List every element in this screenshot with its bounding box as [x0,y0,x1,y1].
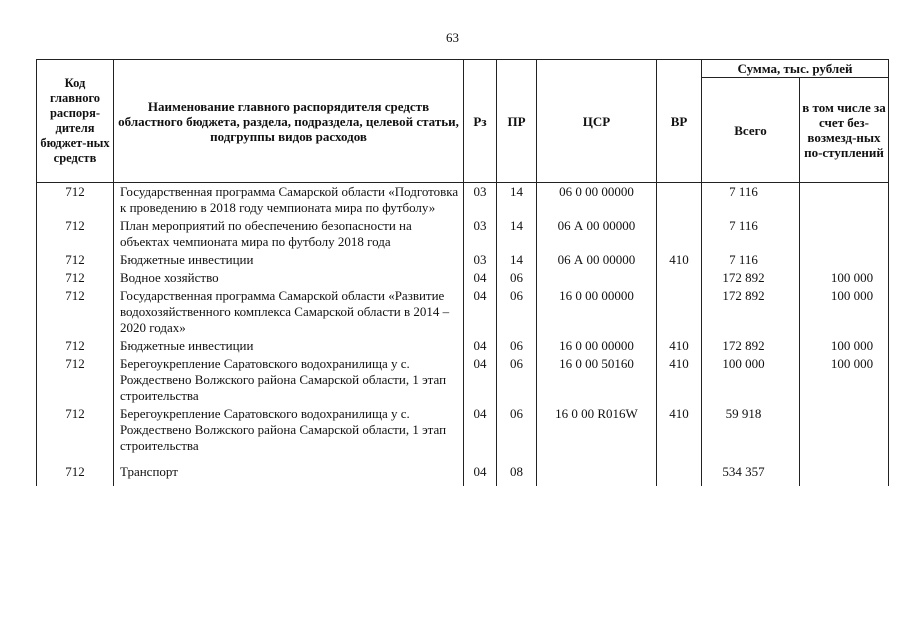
cell-rz: 04 [464,455,497,486]
table-row [37,455,889,486]
cell-rz: 03 [464,183,497,218]
cell-csr [537,455,657,486]
cell-rz: 03 [464,251,497,269]
cell-pr: 06 [497,287,537,337]
cell-rz: 04 [464,337,497,355]
cell-grant: 100 000 [800,269,889,287]
cell-csr: 16 0 00 R016W [537,405,657,455]
header-vr: ВР [657,60,702,183]
cell-code: 712 [37,337,114,355]
cell-csr: 06 А 00 00000 [537,251,657,269]
cell-name: План мероприятий по обеспечению безопасности на объектах чемпионата мира по футболу 2018 года [114,217,464,251]
cell-grant [800,405,889,455]
cell-name: Берегоукрепление Саратовского водохранилища у с. Рождествено Волжского района Самарской области, 1 этап строительства [114,405,464,455]
cell-grant [800,455,889,486]
table-row [37,217,889,251]
cell-rz: 04 [464,355,497,405]
cell-total: 172 892 [702,287,800,337]
cell-grant: 100 000 [800,287,889,337]
cell-name: Государственная программа Самарской области «Подготовка к проведению в 2018 году чемпионата мира по футболу» [114,183,464,218]
cell-vr: 410 [657,337,702,355]
cell-code: 712 [37,405,114,455]
cell-name: Транспорт [114,455,464,486]
header-total: Всего [702,78,800,183]
cell-csr: 06 0 00 00000 [537,183,657,218]
cell-rz: 04 [464,287,497,337]
cell-code: 712 [37,355,114,405]
cell-total: 7 116 [702,251,800,269]
cell-vr: 410 [657,355,702,405]
cell-pr: 06 [497,355,537,405]
cell-grant: 100 000 [800,337,889,355]
cell-rz: 03 [464,217,497,251]
cell-vr [657,287,702,337]
cell-csr: 16 0 00 00000 [537,337,657,355]
cell-pr: 14 [497,251,537,269]
cell-name: Водное хозяйство [114,269,464,287]
cell-vr [657,269,702,287]
cell-name: Берегоукрепление Саратовского водохранилища у с. Рождествено Волжского района Самарской области, 1 этап строительства [114,355,464,405]
budget-table [36,59,889,486]
header-pr: ПР [497,60,537,183]
cell-grant: 100 000 [800,355,889,405]
cell-code: 712 [37,455,114,486]
cell-pr: 14 [497,183,537,218]
cell-vr [657,455,702,486]
cell-grant [800,251,889,269]
cell-csr: 16 0 00 00000 [537,287,657,337]
cell-pr: 06 [497,269,537,287]
cell-rz: 04 [464,269,497,287]
header-grant: в том числе за счет без-возмезд-ных по-ступлений [800,78,889,183]
header-sum-group: Сумма, тыс. рублей [702,60,889,78]
cell-code: 712 [37,269,114,287]
cell-vr: 410 [657,405,702,455]
cell-grant [800,183,889,218]
cell-code: 712 [37,217,114,251]
cell-name: Бюджетные инвестиции [114,337,464,355]
header-csr: ЦСР [537,60,657,183]
cell-name: Государственная программа Самарской области «Развитие водохозяйственного комплекса Самарской области в 2014 – 2020 годах» [114,287,464,337]
table-body [37,183,889,487]
cell-vr [657,183,702,218]
cell-code: 712 [37,183,114,218]
cell-code: 712 [37,251,114,269]
cell-grant [800,217,889,251]
cell-pr: 08 [497,455,537,486]
cell-total: 7 116 [702,183,800,218]
cell-pr: 06 [497,405,537,455]
table-row [37,183,889,218]
cell-vr [657,217,702,251]
table-row [37,251,889,269]
header-name: Наименование главного распорядителя средств областного бюджета, раздела, подраздела, целевой статьи, подгруппы видов расходов [114,60,464,183]
cell-rz: 04 [464,405,497,455]
cell-total: 534 357 [702,455,800,486]
header-rz: Рз [464,60,497,183]
cell-pr: 14 [497,217,537,251]
cell-vr: 410 [657,251,702,269]
cell-total: 172 892 [702,269,800,287]
header-row-top [37,60,889,78]
cell-csr [537,269,657,287]
cell-code: 712 [37,287,114,337]
table-row [37,269,889,287]
cell-total: 100 000 [702,355,800,405]
table-row [37,355,889,405]
cell-csr: 16 0 00 50160 [537,355,657,405]
cell-pr: 06 [497,337,537,355]
cell-total: 172 892 [702,337,800,355]
table-row [37,287,889,337]
cell-total: 59 918 [702,405,800,455]
table-row [37,405,889,455]
cell-csr: 06 А 00 00000 [537,217,657,251]
header-code: Код главного распоря-дителя бюджет-ных средств [37,60,114,183]
cell-total: 7 116 [702,217,800,251]
page-number: 63 [446,30,459,45]
cell-name: Бюджетные инвестиции [114,251,464,269]
table-row [37,337,889,355]
